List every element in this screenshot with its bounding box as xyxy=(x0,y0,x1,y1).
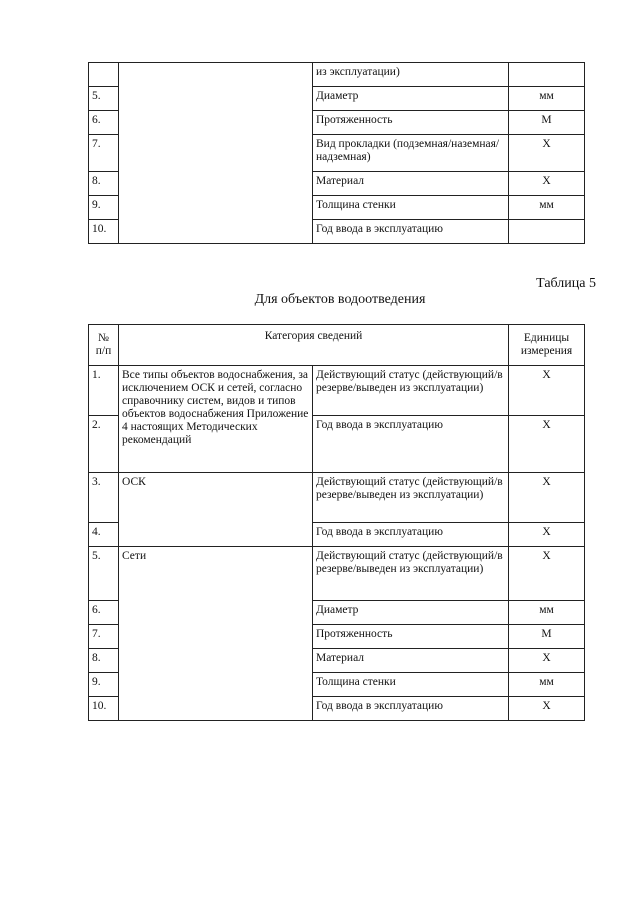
unit-cell: М xyxy=(509,111,585,135)
category-cell: Действующий статус (действующий/в резерве/выведен из эксплуатации) xyxy=(313,473,509,523)
category-cell: Год ввода в эксплуатацию xyxy=(313,697,509,721)
row-number xyxy=(89,63,119,87)
group-cell xyxy=(119,63,313,244)
row-number: 6. xyxy=(89,111,119,135)
group-cell: Сети xyxy=(119,547,313,721)
category-cell: Толщина стенки xyxy=(313,196,509,220)
unit-cell: М xyxy=(509,625,585,649)
unit-cell: мм xyxy=(509,196,585,220)
category-cell: из эксплуатации) xyxy=(313,63,509,87)
category-cell: Год ввода в эксплуатацию xyxy=(313,523,509,547)
category-cell: Материал xyxy=(313,649,509,673)
row-number: 7. xyxy=(89,135,119,172)
row-number: 7. xyxy=(89,625,119,649)
table-number-caption: Таблица 5 xyxy=(536,276,596,291)
row-number: 2. xyxy=(89,416,119,473)
unit-cell: мм xyxy=(509,87,585,111)
header-category: Категория сведений xyxy=(119,325,509,366)
row-number: 10. xyxy=(89,697,119,721)
table-header-row xyxy=(89,325,585,366)
category-cell: Действующий статус (действующий/в резерве/выведен из эксплуатации) xyxy=(313,366,509,416)
table-row xyxy=(89,547,585,601)
unit-cell: Х xyxy=(509,523,585,547)
category-cell: Год ввода в эксплуатацию xyxy=(313,220,509,244)
category-cell: Протяженность xyxy=(313,625,509,649)
category-cell: Материал xyxy=(313,172,509,196)
row-number: 9. xyxy=(89,196,119,220)
unit-cell: Х xyxy=(509,172,585,196)
unit-cell: мм xyxy=(509,601,585,625)
row-number: 5. xyxy=(89,547,119,601)
row-number: 10. xyxy=(89,220,119,244)
group-cell: Все типы объектов водоснабжения, за исключением ОСК и сетей, согласно справочнику систем, видов и типов объектов водоснабжения Приложение 4 настоящих Методических рекомендаций xyxy=(119,366,313,473)
group-cell: ОСК xyxy=(119,473,313,547)
category-cell: Протяженность xyxy=(313,111,509,135)
category-cell: Диаметр xyxy=(313,601,509,625)
unit-cell: Х xyxy=(509,416,585,473)
category-cell: Год ввода в эксплуатацию xyxy=(313,416,509,473)
table-row xyxy=(89,366,585,416)
table-title: Для объектов водоотведения xyxy=(254,292,426,307)
unit-cell xyxy=(509,220,585,244)
category-cell: Диаметр xyxy=(313,87,509,111)
unit-cell: Х xyxy=(509,649,585,673)
header-unit: Единицы измерения xyxy=(509,325,585,366)
unit-cell: мм xyxy=(509,673,585,697)
unit-cell: Х xyxy=(509,697,585,721)
row-number: 1. xyxy=(89,366,119,416)
continuation-table xyxy=(88,62,585,244)
wastewater-table xyxy=(88,324,585,721)
table-row xyxy=(89,473,585,523)
unit-cell: Х xyxy=(509,547,585,601)
unit-cell xyxy=(509,63,585,87)
row-number: 9. xyxy=(89,673,119,697)
table-row xyxy=(89,63,585,87)
row-number: 5. xyxy=(89,87,119,111)
row-number: 6. xyxy=(89,601,119,625)
row-number: 8. xyxy=(89,172,119,196)
unit-cell: Х xyxy=(509,473,585,523)
unit-cell: Х xyxy=(509,135,585,172)
row-number: 3. xyxy=(89,473,119,523)
unit-cell: Х xyxy=(509,366,585,416)
category-cell: Вид прокладки (подземная/наземная/надземная) xyxy=(313,135,509,172)
row-number: 4. xyxy=(89,523,119,547)
category-cell: Действующий статус (действующий/в резерве/выведен из эксплуатации) xyxy=(313,547,509,601)
header-num: № п/п xyxy=(89,325,119,366)
row-number: 8. xyxy=(89,649,119,673)
category-cell: Толщина стенки xyxy=(313,673,509,697)
